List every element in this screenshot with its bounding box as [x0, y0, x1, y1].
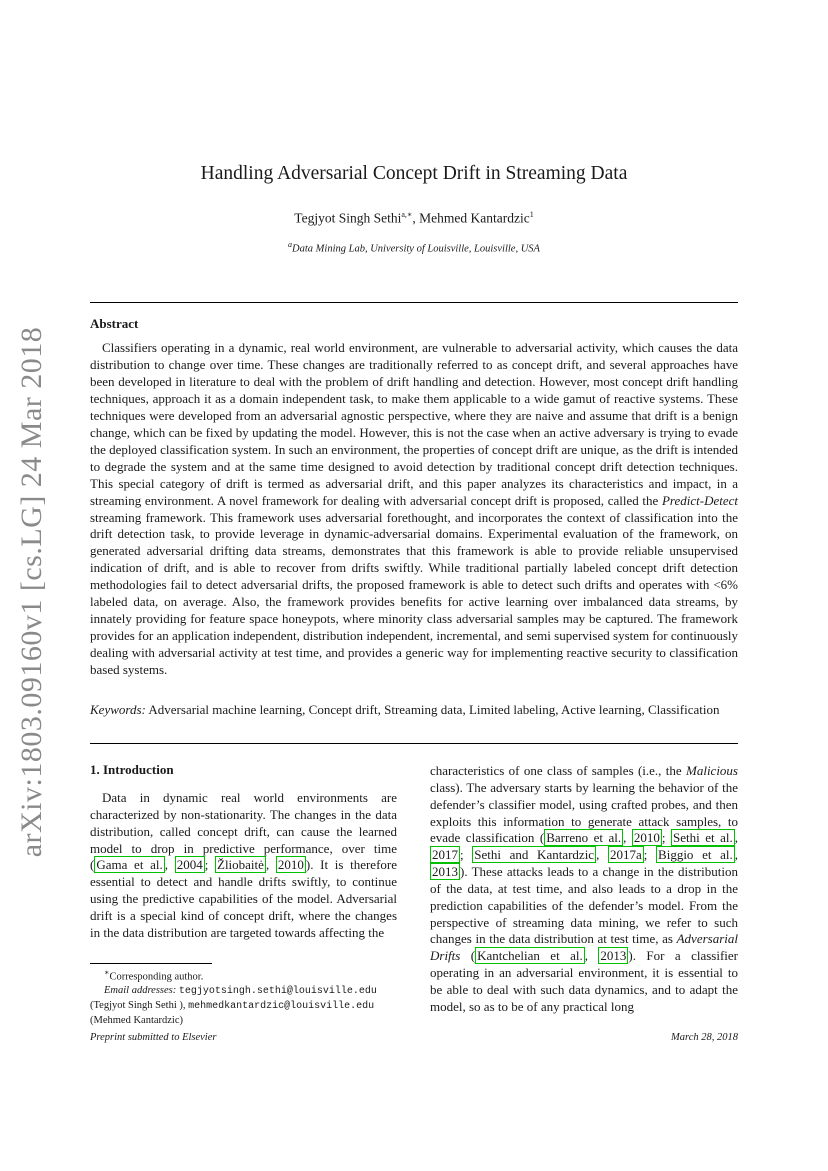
citation-link[interactable]: 2004	[176, 857, 203, 873]
citation-link[interactable]: Biggio et al.	[658, 847, 733, 863]
citation-separator: ;	[661, 830, 671, 846]
footnote	[90, 966, 400, 1028]
abstract-text: streaming framework. This framework uses adversarial forethought, and incorporates the context of classification into the drift detection task, to provide leverage in dynamic-adversarial domains. Experimental evaluation of the framework, on generated adversarial drifting data streams, demonstrates that this framework is able to provide reliable unsupervised indication of drift, and is able to recover from drifts swiftly. While traditional partially labeled concept drift detection methodologies fail to detect adversarial drifts, the proposed framework is able to detect such drifts and operates with <6% labeled data, on average. Also, the framework provides benefits for active learning over imbalanced data streams, by innately providing for feature space honeypots, where minority class adversarial samples may be captured. The framework provides for an application independent, distribution independent, incremental, and semi supervised system for continuously dealing with adversarial activity at test time, and provides a generic way for implementing reactive security to classification based systems.	[90, 509, 738, 678]
emphasis-text: Adversarial Drifts	[430, 931, 738, 964]
body-text: (	[460, 948, 476, 964]
citation-separator: ,	[734, 847, 738, 863]
citation-separator: ,	[584, 948, 599, 964]
email-link[interactable]: mehmedkantardzic@louisville.edu	[188, 1001, 375, 1013]
citation-link[interactable]: 2013	[600, 948, 627, 964]
keywords-label: Keywords:	[90, 702, 146, 717]
footnote-rule	[90, 963, 212, 964]
footer-left: Preprint submitted to Elsevier	[90, 1032, 217, 1043]
abstract-heading: Abstract	[90, 316, 139, 331]
paper-title: Handling Adversarial Concept Drift in Streaming Data	[200, 163, 628, 184]
footnote-text: (Tegjyot Singh Sethi ),	[90, 1000, 189, 1012]
citation-link[interactable]: Kantchelian et al.	[477, 948, 583, 964]
footnote-emails	[90, 984, 400, 999]
citation-separator: ;	[643, 847, 657, 863]
affiliation	[0, 240, 828, 255]
citation-link[interactable]: 2017a	[609, 847, 642, 863]
citation-separator: ,	[623, 830, 632, 846]
citation-link[interactable]: 2010	[633, 830, 660, 846]
footnote-corresponding	[90, 966, 400, 984]
author-marks: a,∗	[401, 210, 413, 219]
citation-link[interactable]: Barreno et al.	[546, 830, 622, 846]
body-text: characteristics of one class of samples (i.e., the	[430, 763, 686, 778]
abstract-emphasis: Predict-Detect	[661, 492, 738, 508]
author-marks: 1	[529, 210, 534, 219]
citation-link[interactable]: 2013	[432, 864, 458, 880]
author-separator: ,	[412, 210, 420, 226]
citation-separator: ;	[204, 857, 215, 873]
body-text: Data in dynamic real world environments are characterized by non-stationarity. The changes in the data distribution, called concept drift, can cause the learned model to drop in predictive performance, over time (	[90, 790, 397, 873]
author-line	[0, 210, 828, 227]
left-column	[90, 790, 397, 942]
citation-separator: ,	[596, 847, 608, 863]
right-column	[430, 763, 738, 1016]
citation-link[interactable]: 2017	[432, 847, 458, 863]
citation-link[interactable]: Gama et al.	[96, 857, 163, 873]
abstract-body	[90, 340, 738, 679]
keywords	[90, 701, 738, 718]
body-text: ). For a classifier operating in an adversarial environment, it is essential to be able to deal with such data dynamics, and to adapt the model, so as to be of any practical long	[430, 948, 738, 1014]
bottom-rule	[90, 743, 738, 744]
footnote-text: (Mehmed Kantardzic)	[90, 1014, 183, 1026]
body-text: class). The adversary starts by learning the behavior of the defender’s classifier model, using crafted probes, and then exploits this information to generate attack samples, to evade classification (	[430, 779, 738, 846]
body-text: ). These attacks leads to a change in the distribution of the data, at test time, and also leads to a drop in the prediction capabilities of the defender’s model. From the perspective of streaming data mining, we refer to such changes in the data distribution at test time, as	[430, 864, 738, 947]
citation-link[interactable]: Žliobaitė	[217, 857, 264, 873]
abstract-text: Classifiers operating in a dynamic, real world environment, are vulnerable to adversarial activity, which causes the data distribution to change over time. These changes are traditionally referred to as concept drift, and several approaches have been developed in literature to deal with the problem of drift handling and detection. However, most concept drift handling techniques, approach it as a domain independent task, to make them applicable to a wide gamut of reactive systems. These techniques were developed from an adversarial agnostic perspective, where they are naive and assume that drift is a benign change, which can be fixed by updating the model. However, this is not the case when an active adversary is trying to evade the deployed classification system. In such an environment, the properties of concept drift are unique, as the drift is intended to degrade the system and at the same time designed to avoid detection by traditional concept drift detection techniques. This special category of drift is termed as adversarial drift, and this paper analyzes its characteristics and impact, in a streaming environment. A novel framework for dealing with adversarial concept drift is proposed, called the	[90, 340, 738, 508]
author-name: Mehmed Kantardzic	[419, 210, 530, 226]
email-label: Email addresses:	[104, 985, 177, 997]
citation-separator: ,	[734, 830, 738, 846]
citation-separator: ,	[265, 857, 276, 873]
section-heading: 1. Introduction	[90, 762, 174, 777]
citation-separator: ,	[164, 857, 175, 873]
footer-right: March 28, 2018	[671, 1032, 738, 1043]
author-name: Tegjyot Singh Sethi	[294, 210, 402, 226]
top-rule	[90, 302, 738, 303]
citation-separator: ;	[460, 847, 473, 863]
footnote-text: Corresponding author.	[109, 971, 204, 983]
body-text: ). It is therefore essential to detect and handle drifts swiftly, to continue using the predictive capabilities of the model. Adversarial drift is a special kind of concept drift, where the changes in the data distribution are targeted towards affecting the	[90, 857, 398, 940]
keywords-text: Adversarial machine learning, Concept drift, Streaming data, Limited labeling, Active learning, Classification	[145, 702, 720, 717]
footnote-mark: ∗	[104, 968, 110, 977]
affiliation-text: Data Mining Lab, University of Louisville, Louisville, USA	[292, 243, 540, 255]
affiliation-mark: a	[288, 240, 293, 249]
footnote-emails-cont	[90, 999, 400, 1014]
citation-link[interactable]: 2010	[277, 857, 304, 873]
arxiv-identifier: arXiv:1803.09160v1 [cs.LG] 24 Mar 2018	[15, 326, 48, 858]
emphasis-text: Malicious	[686, 763, 738, 778]
citation-link[interactable]: Sethi and Kantardzic	[474, 847, 595, 863]
citation-link[interactable]: Sethi et al.	[673, 830, 733, 846]
email-link[interactable]: tegjyotsingh.sethi@louisville.edu	[178, 986, 377, 998]
